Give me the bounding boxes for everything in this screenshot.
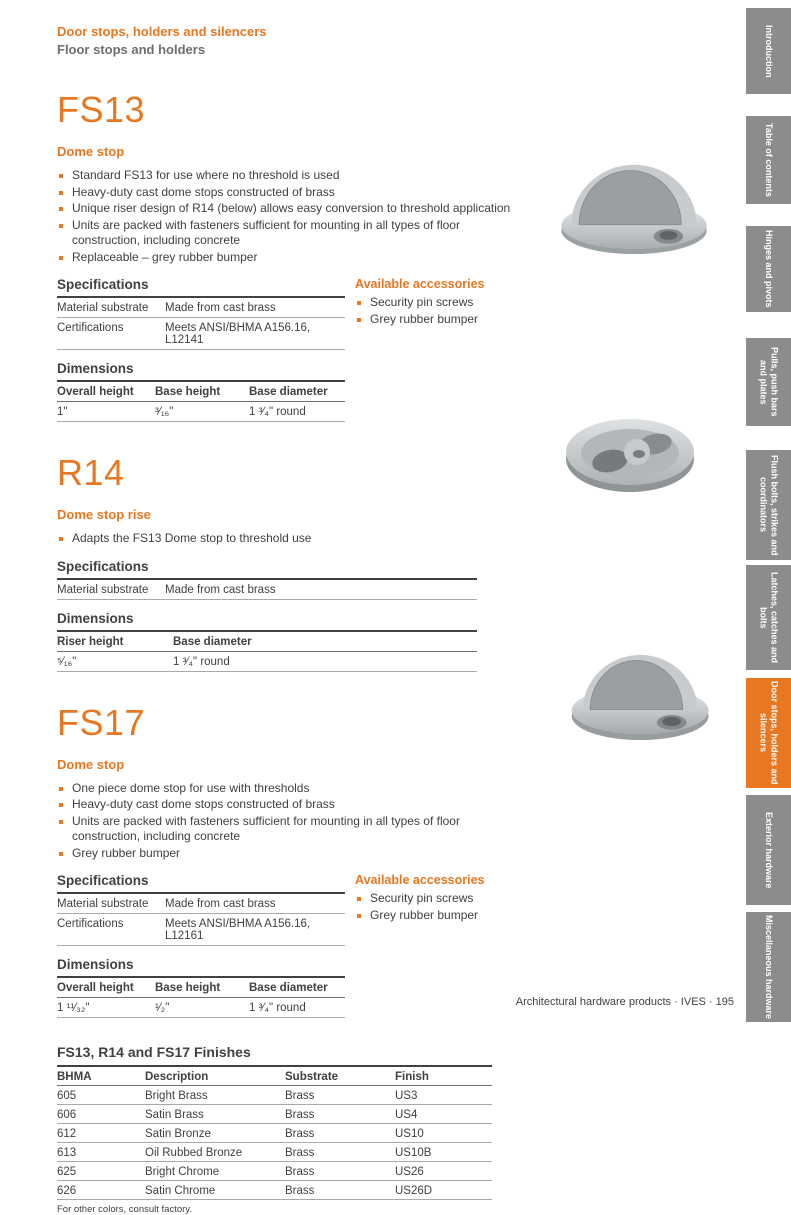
fs17-specifications-heading: Specifications [57,873,345,894]
finishes-title: FS13, R14 and FS17 Finishes [57,1044,251,1060]
r14-feature-list [57,531,527,547]
fs13-accessories-list [355,295,555,327]
tab-table-of-contents[interactable]: Table of contents [746,116,791,204]
list-item: Grey rubber bumper [355,312,555,328]
list-item: Heavy-duty cast dome stops constructed of brass [57,185,527,201]
list-item: Grey rubber bumper [57,846,527,862]
table-row: Certifications Meets ANSI/BHMA A156.16, L12141 [57,318,345,350]
fs17-tables [57,873,345,1018]
finishes-table [57,1065,492,1200]
table-row: 612 Satin Bronze Brass US10 [57,1124,492,1143]
table-row: 605 Bright Brass Brass US3 [57,1086,492,1105]
fs17-accessories-heading: Available accessories [355,873,485,887]
table-row: Material substrate Made from cast brass [57,894,345,914]
list-item: Security pin screws [355,295,555,311]
fs13-product-photo [556,148,716,256]
list-item: Adapts the FS13 Dome stop to threshold use [57,531,527,547]
table-row: 613 Oil Rubbed Bronze Brass US10B [57,1143,492,1162]
fs17-product-photo [568,636,716,746]
r14-product-photo [560,402,702,500]
table-row: Certifications Meets ANSI/BHMA A156.16, L12161 [57,914,345,946]
list-item: Grey rubber bumper [355,908,555,924]
page-subtitle: Floor stops and holders [57,42,206,57]
table-row: ⁵⁄₁₆" 1 ³⁄₄" round [57,652,477,672]
table-header-row: BHMA Description Substrate Finish [57,1067,492,1086]
list-item: Units are packed with fasteners sufficient for mounting in all types of floor construction, including concrete [57,814,527,845]
fs17-accessories-list [355,891,555,923]
fs13-feature-list [57,168,527,265]
tab-hinges-and-pivots[interactable]: Hinges and pivots [746,226,791,312]
product-title-fs17: FS17 [57,701,146,743]
table-header-row: Overall height Base height Base diameter [57,382,345,402]
table-row: Material substrate Made from cast brass [57,580,477,600]
fs13-tables [57,277,345,422]
list-item: One piece dome stop for use with thresholds [57,781,527,797]
fs13-spec-zone [57,277,739,422]
tab-exterior-hardware[interactable]: Exterior hardware [746,795,791,905]
finishes-footnote: For other colors, consult factory. [57,1204,192,1215]
r14-subtitle: Dome stop rise [57,507,151,522]
tab-door-stops-holders-and-silencers[interactable]: Door stops, holders and silencers [746,678,791,788]
fs13-specifications-heading: Specifications [57,277,345,298]
tab-introduction[interactable]: Introduction [746,8,791,94]
list-item: Heavy-duty cast dome stops constructed of brass [57,797,527,813]
r14-tables [57,559,477,672]
table-header-row: Overall height Base height Base diameter [57,978,345,998]
page-footer: Architectural hardware products · IVES · 195 [515,996,734,1008]
r14-dimensions-heading: Dimensions [57,611,477,632]
table-row: 626 Satin Chrome Brass US26D [57,1181,492,1200]
list-item: Standard FS13 for use where no threshold is used [57,168,527,184]
table-row: 1 ¹¹⁄₃₂" ¹⁄₂" 1 ³⁄₄" round [57,998,345,1018]
table-header-row: Riser height Base diameter [57,632,477,652]
list-item: Security pin screws [355,891,555,907]
fs13-accessories-heading: Available accessories [355,277,485,291]
tab-pulls-push-bars-and-plates[interactable]: Pulls, push bars and plates [746,338,791,426]
tab-flush-bolts-strikes-and-coordinators[interactable]: Flush bolts, strikes and coordinators [746,450,791,560]
list-item: Units are packed with fasteners sufficient for mounting in all types of floor construction, including concrete [57,218,527,249]
list-item: Replaceable – grey rubber bumper [57,250,527,266]
product-title-fs13: FS13 [57,89,146,130]
fs13-accessories [355,277,555,422]
fs13-dimensions-heading: Dimensions [57,361,345,382]
fs17-feature-list [57,781,527,862]
list-item: Unique riser design of R14 (below) allows easy conversion to threshold application [57,201,527,217]
tab-latches-catches-and-bolts[interactable]: Latches, catches and bolts [746,565,791,670]
section-tab-rail [746,0,791,1024]
tab-miscellaneous-hardware[interactable]: Miscellaneous hardware [746,912,791,1022]
table-row: 1" ³⁄₁₆" 1 ³⁄₄" round [57,402,345,422]
r14-specifications-heading: Specifications [57,559,477,580]
fs17-subtitle: Dome stop [57,756,125,772]
table-row: 625 Bright Chrome Brass US26 [57,1162,492,1181]
table-row: Material substrate Made from cast brass [57,298,345,318]
fs13-subtitle: Dome stop [57,144,125,159]
category-heading: Door stops, holders and silencers [57,24,267,39]
fs17-dimensions-heading: Dimensions [57,957,345,978]
product-title-r14: R14 [57,452,125,493]
table-row: 606 Satin Brass Brass US4 [57,1105,492,1124]
